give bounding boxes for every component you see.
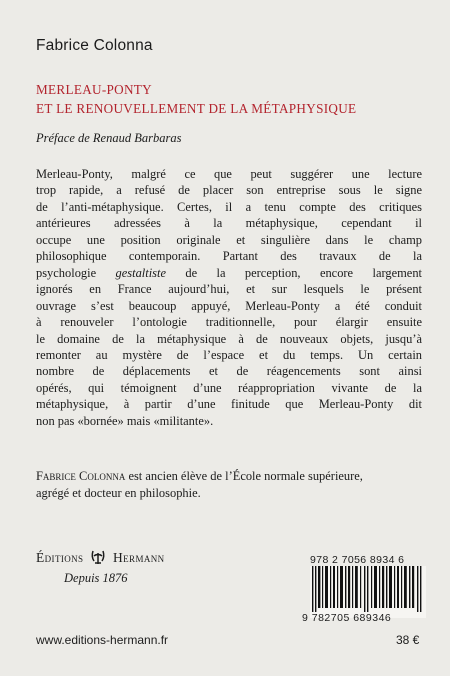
blurb-line-start: psychologie <box>36 265 116 280</box>
blurb-line: ouvrage s’est beaucoup appuyé, Merleau-Ponty a été conduit <box>36 298 422 313</box>
barcode-icon <box>310 566 426 618</box>
bio-line-1-rest: est ancien élève de l’École normale supérieure, <box>125 469 363 483</box>
publisher-left: Éditions <box>36 550 84 565</box>
blurb-line-rest: de la perception, encore largement <box>165 265 422 280</box>
publisher-right: Hermann <box>113 550 165 565</box>
blurb-line: remonter au mystère de l’espace et du temps. Un certain <box>36 347 422 362</box>
blurb-italic-word: gestaltiste <box>115 265 166 280</box>
bio-line-1 <box>36 468 422 485</box>
blurb-line: non pas «bornée» mais «militante». <box>36 413 214 428</box>
blurb-line: occupe une position originale et singulière dans le champ <box>36 232 422 247</box>
blurb-line: trop rapide, a refusé de placer son entreprise sous le signe <box>36 183 422 198</box>
website-url: www.editions-hermann.fr <box>36 633 169 647</box>
publisher-name <box>36 550 165 569</box>
author-name: Fabrice Colonna <box>36 37 153 54</box>
price: 38 € <box>396 633 420 647</box>
hermann-logo-icon <box>90 550 106 569</box>
blurb-line: opérés, qui témoignent d’une réappropriation vivante de la <box>36 380 422 395</box>
blurb-line-mixed <box>36 265 422 281</box>
publisher-since: Depuis 1876 <box>64 571 128 585</box>
book-title <box>36 81 356 118</box>
author-bio <box>36 468 422 501</box>
blurb-line: ignorés en France aujourd’hui, et sur lesquels le présent <box>36 282 422 297</box>
preface-credit: Préface de Renaud Barbaras <box>36 131 182 145</box>
blurb-line: à renouveler l’ontologie traditionnelle, pour élargir ensuite <box>36 315 422 330</box>
blurb-line: antérieures adressées à la métaphysique, cependant il <box>36 216 422 231</box>
barcode-digits: 9 782705 689346 <box>302 612 392 624</box>
blurb-line: philosophique contemporain. Partant des travaux de la <box>36 249 422 264</box>
isbn: 978 2 7056 8934 6 <box>310 554 405 566</box>
blurb-line: le domaine de la métaphysique à de nouveaux objets, jusqu’à <box>36 331 422 346</box>
bio-author-name: Fabrice Colonna <box>36 469 126 483</box>
blurb-line: Merleau-Ponty, malgré ce que peut suggérer une lecture <box>36 167 422 181</box>
title-line-1: MERLEAU-PONTY <box>36 82 152 97</box>
title-line-2: ET LE RENOUVELLEMENT DE LA MÉTAPHYSIQUE <box>36 100 357 116</box>
blurb-line: de l’anti-métaphysique. Certes, il a tenu compte des critiques <box>36 199 422 214</box>
bio-line-2: agrégé et docteur en philosophie. <box>36 485 201 500</box>
blurb-line: nombre de déplacements et de réagencements sont ainsi <box>36 364 422 379</box>
blurb-line: métaphysique, à partir d’une finitude que Merleau-Ponty dit <box>36 397 422 412</box>
blurb <box>36 166 422 429</box>
